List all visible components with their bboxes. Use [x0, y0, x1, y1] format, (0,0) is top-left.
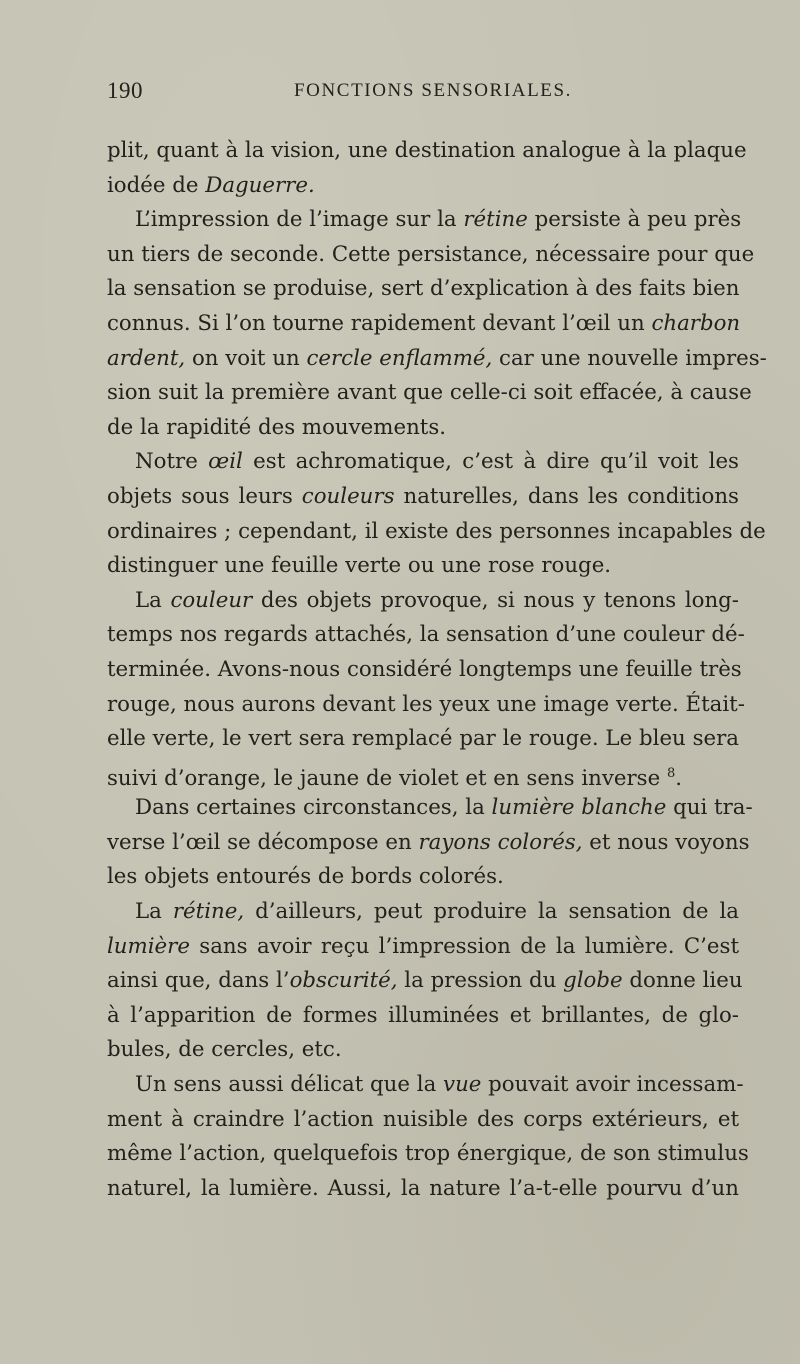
italic-term: charbon — [651, 310, 741, 336]
text-run: d’ailleurs, peut produire la sensation de la — [244, 899, 740, 925]
italic-term: vue — [443, 1072, 482, 1098]
text-run: plit, quant à la vision, une destination analogue à la plaque — [107, 138, 747, 163]
text-run: persiste à peu près — [527, 207, 742, 233]
text-run: objets sous leurs — [107, 483, 302, 509]
text-run: suivi d’orange, le jaune de violet et en sens inverse — [107, 765, 667, 791]
text-line — [107, 307, 739, 342]
text-run: L’impression de l’image sur la — [135, 207, 464, 233]
text-run: de la rapidité des mouvements. — [107, 414, 447, 440]
text-run: sans avoir reçu l’impression de la lumière. C’est — [189, 933, 739, 959]
text-line — [107, 272, 739, 307]
text-line — [107, 653, 742, 688]
italic-term: globe — [563, 968, 623, 994]
text-run: Notre — [135, 449, 209, 475]
italic-term: œil — [208, 449, 243, 475]
text-line — [107, 757, 739, 792]
text-line — [107, 999, 739, 1034]
text-line — [107, 1172, 739, 1207]
italic-term: rétine, — [172, 899, 245, 925]
text-run: qui tra- — [666, 795, 753, 821]
text-run: La — [135, 587, 171, 613]
text-run: rouge, nous aurons devant les yeux une image verte. Était- — [107, 691, 745, 717]
text-run: à l’apparition de formes illuminées et brillantes, de glo- — [107, 1002, 739, 1028]
text-line — [107, 791, 753, 826]
text-run: et nous voyons — [582, 829, 750, 855]
text-run: donne lieu — [622, 968, 743, 994]
text-line — [107, 411, 739, 446]
text-run: ordinaires ; cependant, il existe des personnes incapables de — [107, 518, 766, 544]
text-line — [107, 376, 752, 411]
text-run: des objets provoque, si nous y tenons long- — [252, 587, 739, 613]
italic-term: lumière — [107, 933, 190, 959]
text-line — [107, 1137, 749, 1172]
text-line — [107, 930, 739, 965]
text-run: naturel, la lumière. Aussi, la nature l’a-t-elle pourvu d’un — [107, 1175, 739, 1201]
italic-term: rayons colorés, — [418, 829, 583, 855]
text-line — [107, 618, 745, 653]
text-line — [107, 480, 739, 515]
text-run: distinguer une feuille verte ou une rose rouge. — [107, 553, 612, 579]
text-line — [107, 688, 745, 723]
italic-term: rétine — [463, 207, 528, 233]
text-line — [107, 169, 739, 204]
text-line — [107, 203, 742, 238]
text-run: ment à craindre l’action nuisible des corps extérieurs, et — [107, 1106, 739, 1132]
text-line — [107, 1033, 739, 1068]
text-run: la sensation se produise, sert d’explication à des faits bien — [107, 276, 740, 302]
text-run: La — [135, 899, 173, 925]
text-run: bules, de cercles, etc. — [107, 1037, 342, 1063]
text-line — [107, 134, 747, 169]
footnote-ref: 8 — [666, 765, 676, 781]
text-run: Un sens aussi délicat que la — [135, 1072, 444, 1098]
text-run: elle verte, le vert sera remplacé par le rouge. Le bleu sera — [107, 726, 739, 752]
text-line — [107, 549, 739, 584]
text-run: sion suit la première avant que celle-ci soit effacée, à cause — [107, 380, 752, 406]
text-line — [107, 238, 755, 273]
italic-term: ardent, — [107, 345, 186, 371]
text-run: terminée. Avons-nous considéré longtemps une feuille très — [107, 656, 742, 682]
text-line — [107, 826, 750, 861]
text-run: un tiers de seconde. Cette persistance, nécessaire pour que — [107, 241, 755, 267]
text-line — [107, 1068, 744, 1103]
text-line — [107, 964, 743, 999]
text-run: pouvait avoir incessam- — [481, 1072, 744, 1098]
text-run: la pression du — [397, 968, 564, 994]
italic-term: lumière blanche — [491, 795, 667, 821]
italic-term: couleurs — [301, 483, 395, 509]
text-run: connus. Si l’on tourne rapidement devant l’œil un — [107, 310, 652, 336]
page-number: 190 — [107, 78, 143, 103]
text-line — [107, 515, 766, 550]
text-run: verse l’œil se décompose en — [107, 829, 419, 855]
text-line — [107, 860, 739, 895]
text-run: Dans certaines circonstances, la — [135, 795, 492, 821]
text-run: on voit un — [185, 345, 307, 371]
text-line — [107, 584, 739, 619]
italic-term: couleur — [170, 587, 253, 613]
text-line — [107, 895, 739, 930]
text-run: iodée de — [107, 172, 206, 198]
italic-term: Daguerre. — [205, 172, 315, 198]
page-header — [107, 78, 747, 108]
text-run: est achromatique, c’est à dire qu’il voit les — [242, 449, 739, 475]
text-line — [107, 445, 739, 480]
text-run: temps nos regards attachés, la sensation d’une couleur dé- — [107, 622, 745, 648]
text-line — [107, 1103, 739, 1138]
italic-term: cercle enflammé, — [306, 345, 493, 371]
text-run: naturelles, dans les conditions — [394, 483, 739, 509]
body-text — [107, 134, 767, 1206]
text-run: les objets entourés de bords colorés. — [107, 864, 504, 890]
italic-term: obscurité, — [289, 968, 398, 994]
text-run: . — [675, 765, 683, 791]
text-line — [107, 722, 739, 757]
text-run: même l’action, quelquefois trop énergique, de son stimulus — [107, 1141, 749, 1167]
text-run: car une nouvelle impres- — [492, 345, 767, 371]
text-run: ainsi que, dans l’ — [107, 968, 290, 994]
text-line — [107, 342, 767, 377]
running-head: FONCTIONS SENSORIALES. — [294, 80, 573, 101]
